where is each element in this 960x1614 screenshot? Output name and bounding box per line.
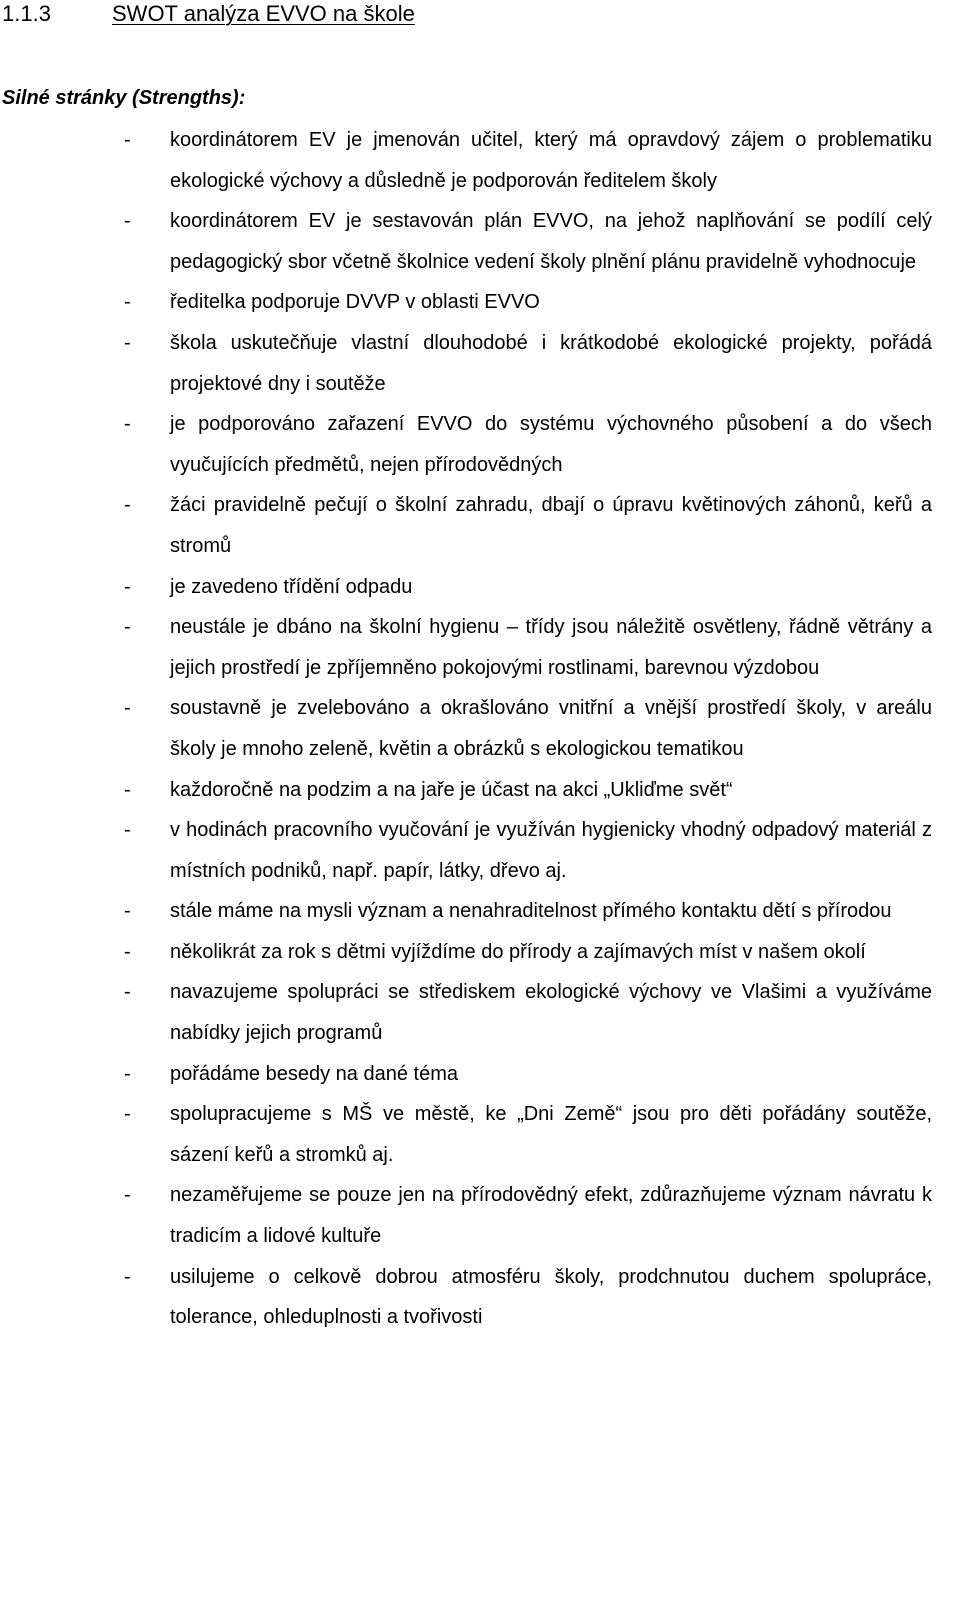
strength-item-text: v hodinách pracovního vyučování je využíván hygienicky vhodný odpadový materiál z místních podniků, např. papír, látky, dřevo aj. — [170, 819, 932, 882]
list-bullet: - — [124, 1184, 131, 1207]
strength-item — [0, 607, 932, 688]
strength-item-text: nezaměřujeme se pouze jen na přírodovědný efekt, zdůrazňujeme význam návratu k tradicím a lidové kultuře — [170, 1184, 932, 1248]
list-bullet: - — [124, 819, 131, 842]
list-bullet: - — [124, 210, 131, 233]
strength-item — [0, 485, 932, 566]
list-bullet: - — [124, 291, 131, 314]
list-bullet: - — [124, 1062, 131, 1085]
strength-item — [0, 282, 932, 323]
strength-item-text: navazujeme spolupráci se střediskem ekologické výchovy ve Vlašimi a využíváme nabídky jejich programů — [170, 981, 932, 1045]
strength-item-text: několikrát za rok s dětmi vyjíždíme do přírody a zajímavých míst v našem okolí — [170, 940, 866, 963]
strength-item-text: je podporováno zařazení EVVO do systému výchovného působení a do všech vyučujících předmětů, nejen přírodovědných — [170, 413, 932, 476]
list-bullet: - — [124, 575, 131, 598]
strength-item-text: ředitelka podporuje DVVP v oblasti EVVO — [170, 291, 540, 314]
strength-item — [0, 770, 932, 811]
list-bullet: - — [124, 616, 131, 639]
strength-item-text: pořádáme besedy na dané téma — [170, 1062, 458, 1085]
strength-item — [0, 1175, 932, 1256]
strength-item — [0, 404, 932, 485]
list-bullet: - — [124, 778, 131, 801]
strength-item-text: žáci pravidelně pečují o školní zahradu, dbají o úpravu květinových záhonů, keřů a stromů — [170, 494, 932, 557]
strength-item-text: koordinátorem EV je jmenován učitel, který má opravdový zájem o problematiku ekologické výchovy a důsledně je podporován ředitelem školy — [170, 129, 932, 192]
strength-item — [0, 323, 932, 404]
strength-item-text: usilujeme o celkově dobrou atmosféru školy, prodchnutou duchem spolupráce, tolerance, ohleduplnosti a tvořivosti — [170, 1265, 932, 1329]
strength-item — [0, 1094, 932, 1175]
strength-item-text: každoročně na podzim a na jaře je účast na akci „Ukliďme svět“ — [170, 778, 733, 801]
list-bullet: - — [124, 413, 131, 436]
strength-item-text: soustavně je zvelebováno a okrašlováno vnitřní a vnější prostředí školy, v areálu školy je mnoho zeleně, květin a obrázků s ekologickou tematikou — [170, 697, 932, 760]
strength-item — [0, 201, 932, 282]
strength-item — [0, 932, 932, 973]
strength-item — [0, 567, 932, 608]
section-title: SWOT analýza EVVO na škole — [112, 1, 415, 26]
strength-item — [0, 688, 932, 769]
strength-item — [0, 1257, 932, 1338]
strength-item-text: stále máme na mysli význam a nenahraditelnost přímého kontaktu dětí s přírodou — [170, 900, 892, 923]
strength-item — [0, 972, 932, 1053]
strengths-list — [0, 120, 960, 1338]
strength-item — [0, 810, 932, 891]
strength-item-text: škola uskutečňuje vlastní dlouhodobé i krátkodobé ekologické projekty, pořádá projektové dny i soutěže — [170, 331, 932, 395]
strength-item-text: spolupracujeme s MŠ ve městě, ke „Dni Země“ jsou pro děti pořádány soutěže, sázení keřů a stromků aj. — [170, 1103, 932, 1166]
list-bullet: - — [124, 697, 131, 720]
list-bullet: - — [124, 331, 131, 354]
list-bullet: - — [124, 129, 131, 151]
list-bullet: - — [124, 494, 131, 517]
strength-item-text: neustále je dbáno na školní hygienu – třídy jsou náležitě osvětleny, řádně větrány a jejich prostředí je zpříjemněno pokojovými rostlinami, barevnou výzdobou — [170, 616, 932, 679]
strength-item — [0, 120, 932, 201]
strength-item-text: je zavedeno třídění odpadu — [170, 575, 413, 598]
section-number: 1.1.3 — [2, 1, 51, 26]
strength-item — [0, 891, 932, 932]
section-heading — [2, 0, 415, 28]
strengths-heading: Silné stránky (Strengths): — [2, 87, 246, 109]
list-bullet: - — [124, 900, 131, 923]
strength-item-text: koordinátorem EV je sestavován plán EVVO, na jehož naplňování se podílí celý pedagogický sbor včetně školnice vedení školy plnění plánu pravidelně vyhodnocuje — [170, 210, 932, 273]
list-bullet: - — [124, 1103, 131, 1126]
list-bullet: - — [124, 1265, 131, 1288]
list-bullet: - — [124, 940, 131, 963]
list-bullet: - — [124, 981, 131, 1004]
strength-item — [0, 1054, 932, 1095]
